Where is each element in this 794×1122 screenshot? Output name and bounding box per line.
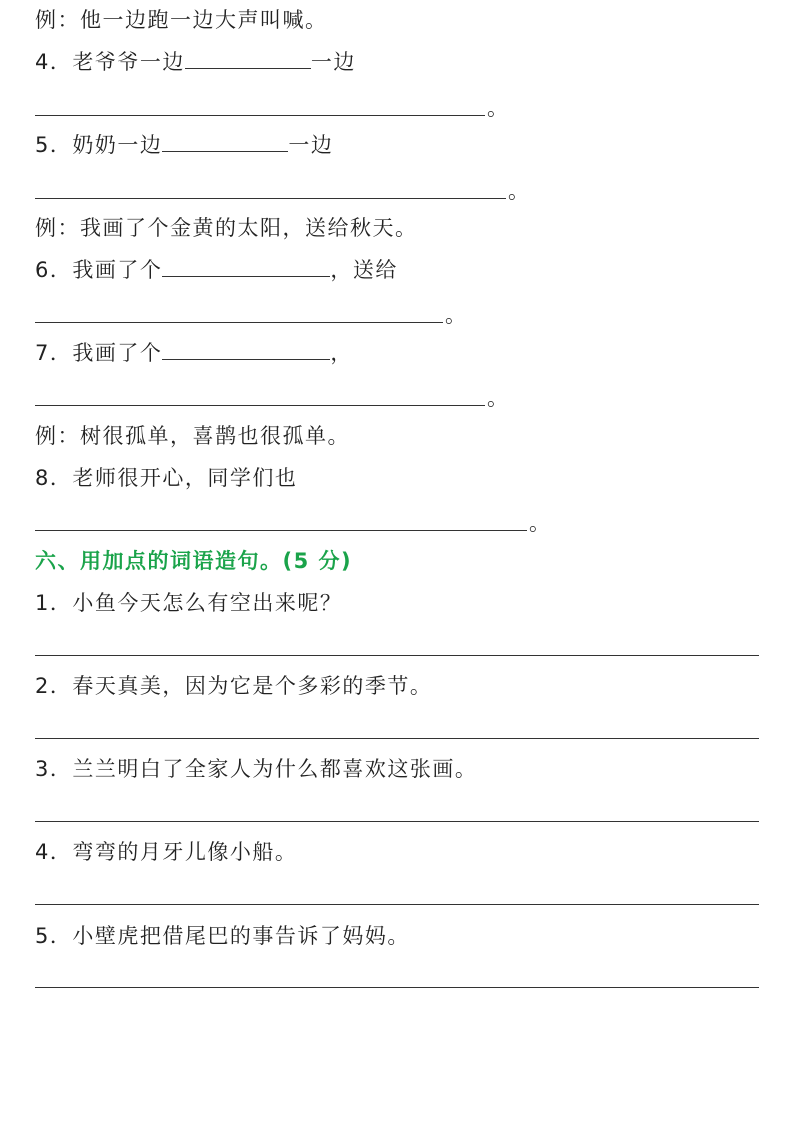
question-4-end-mark: 。 [487,96,510,120]
question-8-end-mark: 。 [529,511,552,535]
sentence-item-3-answer-line[interactable] [35,821,759,822]
sentence-item-2: 2．春天真美，因为它是个多彩的季节。 [35,674,433,698]
sentence-item-5-answer-line[interactable] [35,987,759,988]
question-4-prefix: 4．老爷爷一边 [35,50,185,74]
question-6-answer-line[interactable] [35,322,443,323]
example-sentence-2: 例：我画了个金黄的太阳，送给秋天。 [35,216,418,240]
question-5 [35,131,333,159]
question-7-end-mark: 。 [487,386,510,410]
question-7 [35,339,353,367]
question-7-prefix: 7．我画了个 [35,341,163,365]
question-7-blank-1[interactable] [162,339,330,360]
sentence-item-4-answer-line[interactable] [35,904,759,905]
question-6-mid: ，送给 [330,258,398,282]
question-5-prefix: 5．奶奶一边 [35,133,163,157]
section-6-heading: 六、用加点的词语造句。(5 分) [35,549,353,573]
question-4 [35,48,356,76]
example-sentence-1: 例：他一边跑一边大声叫喊。 [35,8,328,32]
sentence-item-1-answer-line[interactable] [35,655,759,656]
question-8: 8．老师很开心，同学们也 [35,466,298,490]
question-4-mid: 一边 [310,50,356,74]
question-4-answer-line[interactable] [35,115,485,116]
question-7-answer-line[interactable] [35,405,485,406]
question-6 [35,256,398,284]
question-5-blank-1[interactable] [162,131,288,152]
question-6-prefix: 6．我画了个 [35,258,163,282]
question-5-end-mark: 。 [508,179,531,203]
question-7-mid: ， [330,341,353,365]
question-6-end-mark: 。 [445,303,468,327]
sentence-item-5: 5．小壁虎把借尾巴的事告诉了妈妈。 [35,924,410,948]
question-5-answer-line[interactable] [35,198,506,199]
sentence-item-3: 3．兰兰明白了全家人为什么都喜欢这张画。 [35,757,478,781]
question-8-answer-line[interactable] [35,530,527,531]
question-5-mid: 一边 [288,133,334,157]
sentence-item-4: 4．弯弯的月牙儿像小船。 [35,840,298,864]
example-sentence-3: 例：树很孤单，喜鹊也很孤单。 [35,424,350,448]
question-4-blank-1[interactable] [185,48,311,69]
question-6-blank-1[interactable] [162,256,330,277]
sentence-item-2-answer-line[interactable] [35,738,759,739]
sentence-item-1: 1．小鱼今天怎么有空出来呢？ [35,591,343,615]
